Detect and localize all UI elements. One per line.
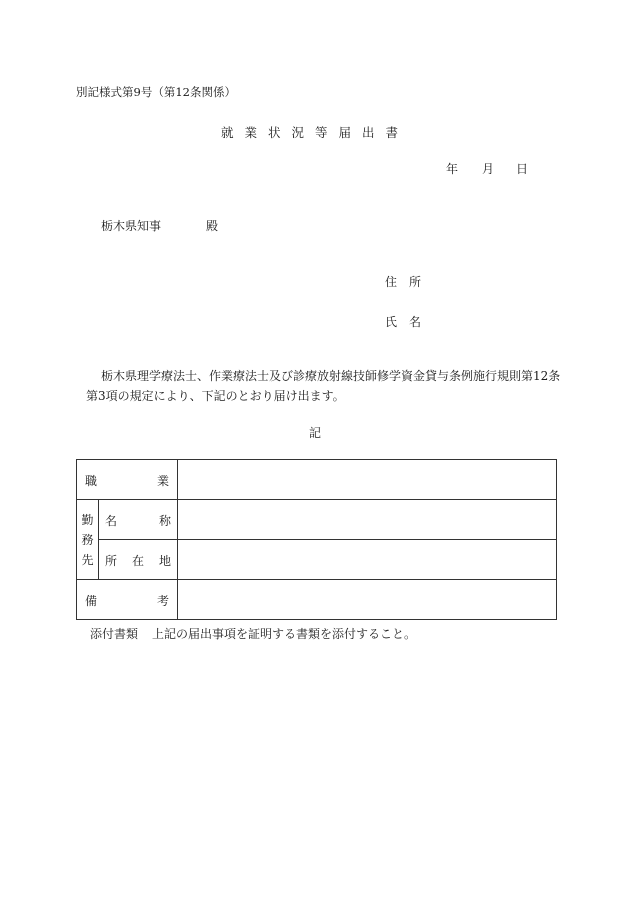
occupation-field[interactable] — [178, 460, 557, 500]
document-title: 就業状況等届出書 — [220, 125, 409, 140]
attachment-label: 添付書類 — [90, 627, 139, 641]
workplace-char-1: 勤 — [81, 512, 94, 527]
location-char-1: 所 — [105, 554, 118, 568]
report-form-table — [76, 459, 557, 620]
location-char-3: 地 — [158, 554, 171, 568]
addressee-honorific: 殿 — [206, 219, 219, 233]
body-line-1: 栃木県理学療法士、作業療法士及び診療放射線技師修学資金貸与条例施行規則第12条 — [101, 369, 561, 383]
name-char-1: 氏 — [385, 315, 398, 329]
row-workplace-name — [77, 500, 557, 540]
address-char-1: 住 — [385, 275, 398, 289]
workplace-location-field[interactable] — [178, 540, 557, 580]
row-remarks — [77, 580, 557, 620]
occupation-label-cell — [77, 460, 178, 500]
attachment-note — [90, 625, 416, 642]
name-label-char-1: 名 — [105, 514, 118, 528]
date-month-label: 月 — [482, 162, 495, 176]
applicant-name-label — [385, 313, 421, 330]
form-number-label: 別記様式第9号（第12条関係） — [76, 85, 236, 99]
attachment-text: 上記の届出事項を証明する書類を添付すること。 — [152, 627, 417, 641]
remarks-char-2: 考 — [156, 594, 169, 608]
date-year-label: 年 — [446, 162, 459, 176]
name-label-char-2: 称 — [158, 514, 171, 528]
ki-heading: 記 — [308, 426, 321, 440]
remarks-label-cell — [77, 580, 178, 620]
workplace-char-3: 先 — [81, 552, 94, 567]
workplace-location-label — [99, 540, 178, 580]
workplace-char-2: 務 — [81, 532, 94, 547]
body-paragraph — [86, 366, 564, 406]
row-workplace-location — [77, 540, 557, 580]
addressee-name: 栃木県知事 — [101, 219, 162, 233]
remarks-field[interactable] — [178, 580, 557, 620]
workplace-name-field[interactable] — [178, 500, 557, 540]
date-day-label: 日 — [516, 162, 529, 176]
remarks-char-1: 備 — [85, 594, 98, 608]
applicant-address-label — [385, 273, 421, 290]
name-char-2: 名 — [409, 315, 422, 329]
body-line-2: 第3項の規定により、下記のとおり届け出ます。 — [86, 389, 345, 403]
workplace-group-label — [77, 500, 99, 580]
occupation-char-1: 職 — [85, 474, 98, 488]
occupation-char-2: 業 — [156, 474, 169, 488]
address-char-2: 所 — [409, 275, 422, 289]
row-occupation — [77, 460, 557, 500]
workplace-name-label — [99, 500, 178, 540]
location-char-2: 在 — [132, 554, 145, 568]
